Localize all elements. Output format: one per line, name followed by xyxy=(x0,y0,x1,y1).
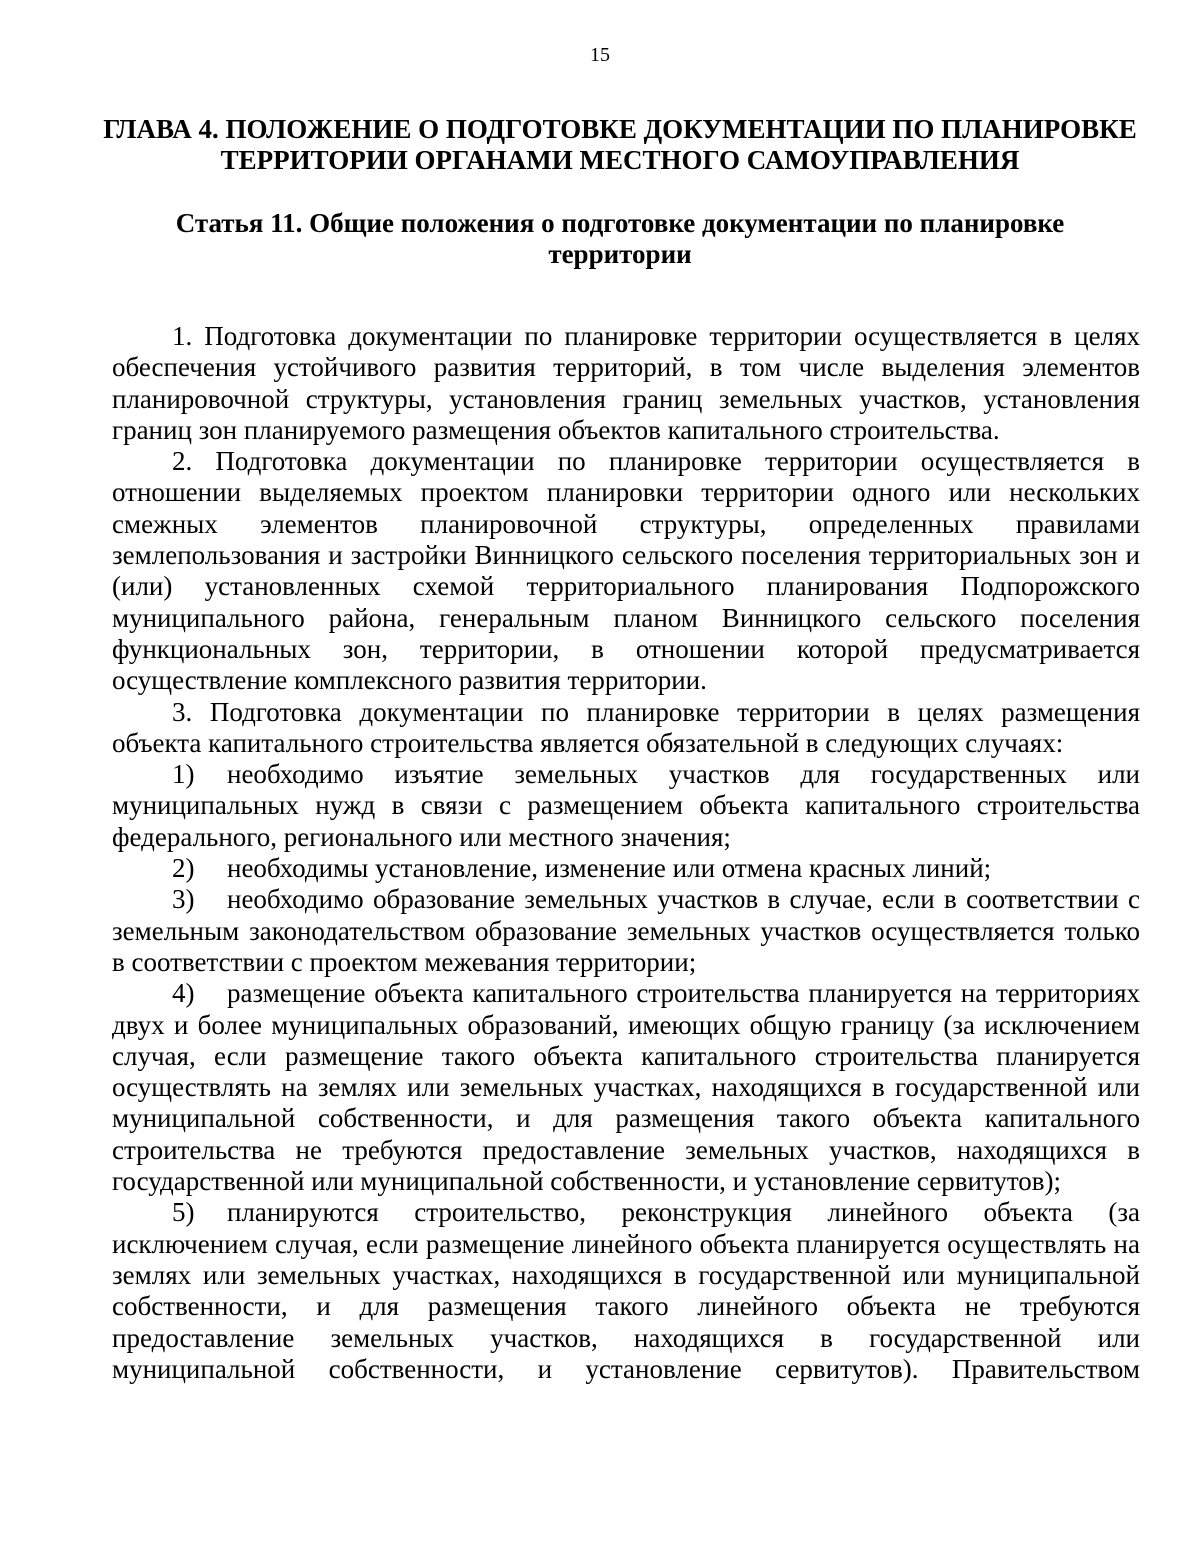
list-item-3-text: необходимо образование земельных участков в случае, если в соответствии с земельным законодательством образование земельных участков осуществляется только в соответствии с проектом межевания территории; xyxy=(112,884,1140,977)
list-item-4-text: размещение объекта капитального строительства планируется на территориях двух и более муниципальных образований, имеющих общую границу (за исключением случая, если размещение такого объекта капитального строительства планируется осуществлять на землях или земельных участках, находящихся в государственной или муниципальной собственности, и для размещения такого объекта капитального строительства не требуются предоставление земельных участков, находящихся в государственной или муниципальной собственности, и установление сервитутов); xyxy=(112,978,1140,1197)
list-item-1 xyxy=(112,759,1140,853)
list-item-4 xyxy=(112,978,1140,1197)
list-item-1-text: необходимо изъятие земельных участков для государственных или муниципальных нужд в связи с размещением объекта капитального строительства федерального, регионального или местного значения; xyxy=(112,759,1140,852)
article-body xyxy=(112,321,1140,1385)
list-item-1-number: 1) xyxy=(172,759,195,790)
list-item-5-number: 5) xyxy=(172,1197,195,1228)
list-item-3-number: 3) xyxy=(172,884,195,915)
list-item-4-number: 4) xyxy=(172,978,195,1009)
page-number: 15 xyxy=(590,44,610,66)
list-item-2 xyxy=(112,853,1140,884)
paragraph-1: 1. Подготовка документации по планировке территории осуществляется в целях обеспечения устойчивого развития территорий, в том числе выделения элементов планировочной структуры, установления границ земельных участков, установления границ зон планируемого размещения объектов капитального строительства. xyxy=(112,321,1140,445)
list-item-2-text: необходимы установление, изменение или отмена красных линий; xyxy=(227,853,992,884)
list-item-5-text: планируются строительство, реконструкция линейного объекта (за исключением случая, если размещение линейного объекта планируется осуществлять на землях или земельных участках, находящихся в государственной или муниципальной собственности, и для размещения такого линейного объекта не требуются предоставление земельных участков, находящихся в государственной или муниципальной собственности, и установление сервитутов). Правительством xyxy=(112,1197,1140,1384)
paragraph-2: 2. Подготовка документации по планировке территории осуществляется в отношении выделяемых проектом планировки территории одного или нескольких смежных элементов планировочной структуры, определенных правилами землепользования и застройки Винницкого сельского поселения территориальных зон и (или) установленных схемой территориального планирования Подпорожского муниципального района, генеральным планом Винницкого сельского поселения функциональных зон, территории, в отношении которой предусматривается осуществление комплексного развития территории. xyxy=(112,446,1140,696)
article-title: Статья 11. Общие положения о подготовке документации по планировке территории xyxy=(175,208,1065,269)
list-item-5 xyxy=(112,1197,1140,1385)
list-item-3 xyxy=(112,884,1140,978)
chapter-title: ГЛАВА 4. ПОЛОЖЕНИЕ О ПОДГОТОВКЕ ДОКУМЕНТАЦИИ ПО ПЛАНИРОВКЕ ТЕРРИТОРИИ ОРГАНАМИ МЕСТНОГО САМОУПРАВЛЕНИЯ xyxy=(103,114,1137,175)
list-item-2-number: 2) xyxy=(172,853,195,884)
paragraph-3: 3. Подготовка документации по планировке территории в целях размещения объекта капитального строительства является обязательной в следующих случаях: xyxy=(112,696,1140,758)
